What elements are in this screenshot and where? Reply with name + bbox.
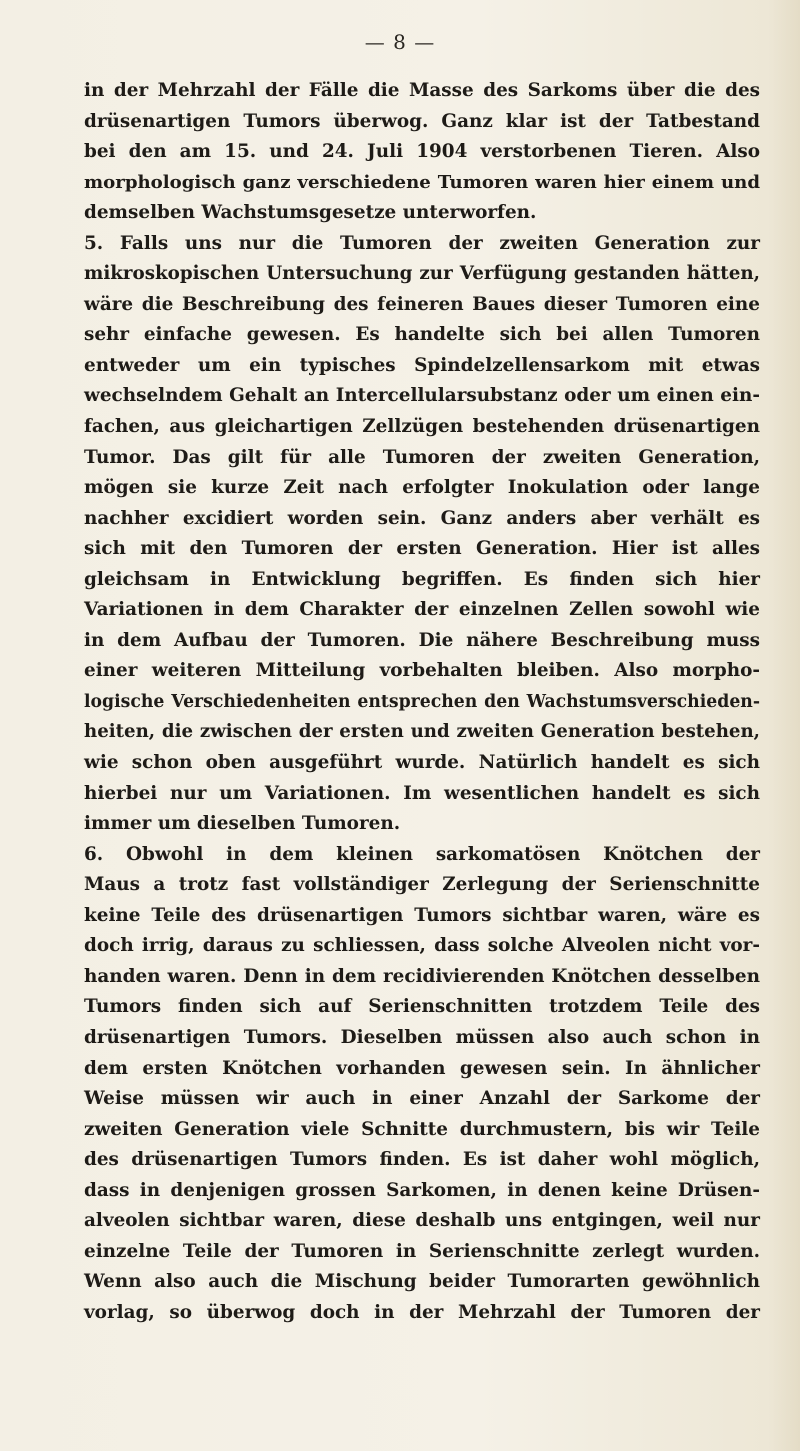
text-line: zweiten Generation viele Schnitte durchmustern, bis wir Teile <box>84 1118 760 1140</box>
text-line: dem ersten Knötchen vorhanden gewesen sein. In ähnlicher <box>84 1057 760 1079</box>
text-line: fachen, aus gleichartigen Zellzügen bestehenden drüsenartigen <box>84 416 760 438</box>
text-line: Variationen in dem Charakter der einzelnen Zellen sowohl wie <box>84 599 760 621</box>
text-line: drüsenartigen Tumors überwog. Ganz klar ist der Tatbestand <box>84 110 760 132</box>
text-line: Tumors finden sich auf Serienschnitten trotzdem Teile des <box>84 996 760 1018</box>
text-line: sich mit den Tumoren der ersten Generation. Hier ist alles <box>84 538 760 560</box>
text-line: wäre die Beschreibung des feineren Baues dieser Tumoren eine <box>84 293 760 315</box>
text-line: bei den am 15. und 24. Juli 1904 verstorbenen Tieren. Also <box>84 141 760 163</box>
text-line: in der Mehrzahl der Fälle die Masse des Sarkoms über die des <box>84 80 760 101</box>
text-line: entweder um ein typisches Spindelzellensarkom mit etwas <box>84 354 760 376</box>
text-line: drüsenartigen Tumors. Dieselben müssen also auch schon in <box>84 1026 760 1048</box>
text-line: in dem Aufbau der Tumoren. Die nähere Beschreibung muss <box>84 629 760 651</box>
text-line: 5. Falls uns nur die Tumoren der zweiten Generation zur <box>84 232 760 254</box>
text-line: einer weiteren Mitteilung vorbehalten bleiben. Also morpho- <box>84 660 760 682</box>
text-line: einzelne Teile der Tumoren in Serienschnitte zerlegt wurden. <box>84 1240 760 1262</box>
text-line: handen waren. Denn in dem recidivierenden Knötchen desselben <box>84 965 760 987</box>
text-line: Maus a trotz fast vollständiger Zerlegung der Serienschnitte <box>84 874 760 896</box>
body-text <box>84 76 760 1328</box>
text-line: demselben Wachstumsgesetze unterworfen. <box>84 202 537 224</box>
text-line: Wenn also auch die Mischung beider Tumorarten gewöhnlich <box>84 1271 760 1293</box>
text-line: gleichsam in Entwicklung begriffen. Es finden sich hier <box>84 568 760 590</box>
page-number: — 8 — <box>364 30 436 54</box>
text-line: immer um dieselben Tumoren. <box>84 813 401 835</box>
text-line: nachher excidiert worden sein. Ganz anders aber verhält es <box>84 507 760 529</box>
text-line: alveolen sichtbar waren, diese deshalb uns entgingen, weil nur <box>84 1210 760 1232</box>
text-line: wie schon oben ausgeführt wurde. Natürlich handelt es sich <box>84 752 760 774</box>
text-line: mikroskopischen Untersuchung zur Verfügung gestanden hätten, <box>84 263 760 285</box>
text-line: dass in denjenigen grossen Sarkomen, in denen keine Drüsen- <box>84 1179 760 1201</box>
text-line: 6. Obwohl in dem kleinen sarkomatösen Knötchen der <box>84 843 760 865</box>
text-line: des drüsenartigen Tumors finden. Es ist daher wohl möglich, <box>84 1149 760 1171</box>
text-line: logische Verschiedenheiten entsprechen den Wachstumsverschieden- <box>84 691 760 712</box>
text-line: morphologisch ganz verschiedene Tumoren waren hier einem und <box>84 171 760 193</box>
text-line: doch irrig, daraus zu schliessen, dass solche Alveolen nicht vor- <box>84 935 760 957</box>
text-line: hierbei nur um Variationen. Im wesentlichen handelt es sich <box>84 782 760 804</box>
text-line: vorlag, so überwog doch in der Mehrzahl der Tumoren der <box>84 1301 760 1323</box>
text-line: keine Teile des drüsenartigen Tumors sichtbar waren, wäre es <box>84 904 760 926</box>
text-line: wechselndem Gehalt an Intercellularsubstanz oder um einen ein- <box>84 385 760 407</box>
text-line: mögen sie kurze Zeit nach erfolgter Inokulation oder lange <box>84 477 760 499</box>
text-line: sehr einfache gewesen. Es handelte sich bei allen Tumoren <box>84 324 760 346</box>
text-line: heiten, die zwischen der ersten und zweiten Generation bestehen, <box>84 721 760 743</box>
text-line: Weise müssen wir auch in einer Anzahl der Sarkome der <box>84 1088 760 1110</box>
text-line: Tumor. Das gilt für alle Tumoren der zweiten Generation, <box>84 446 760 468</box>
